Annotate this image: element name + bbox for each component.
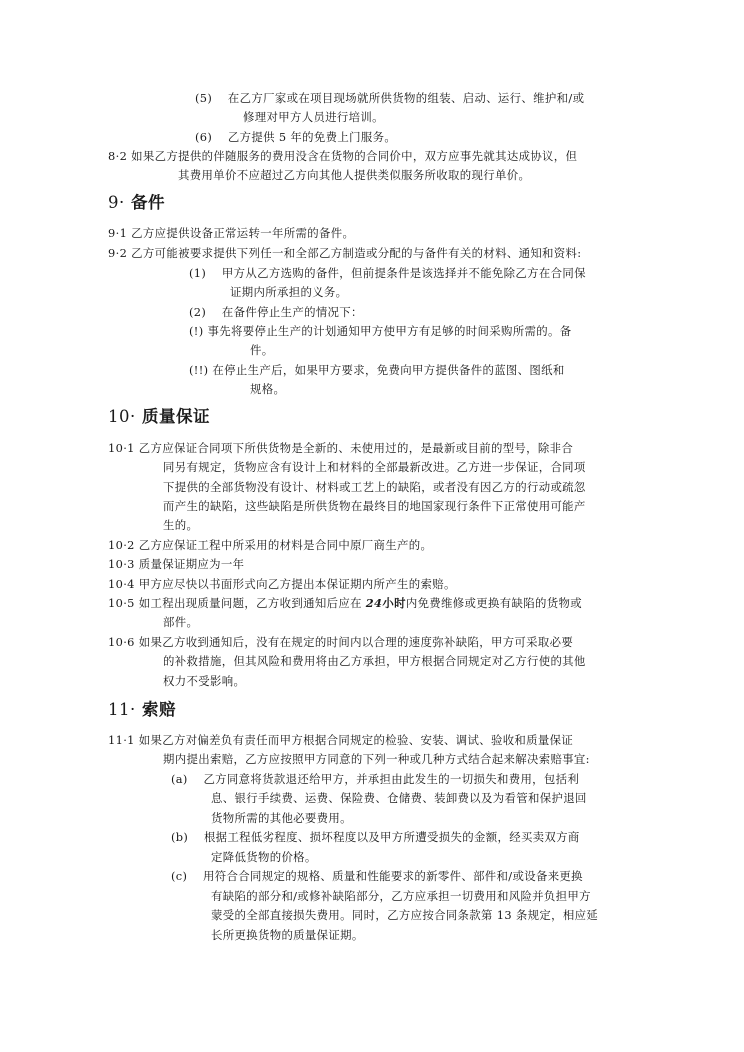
clause-10-5-hours-number: 24 (365, 596, 383, 610)
clause-9-2-item-1-line-2: 证期内所承担的义务。 (230, 285, 348, 299)
section-number: 9· (108, 193, 125, 212)
clause-10-4: 10·4 甲方应尽快以书面形式向乙方提出本保证期内所产生的索赔。 (108, 577, 456, 591)
clause-9-2-subitem-ii-line-1: (!!) 在停止生产后，如果甲方要求，免费向甲方提供备件的蓝图、图纸和 (189, 363, 565, 377)
item-5-line-2: 修理对甲方人员进行培训。 (243, 110, 384, 124)
clause-10-6-line-1: 10·6 如果乙方收到通知后，没有在规定的时间内以合理的速度弥补缺陷，甲方可采取必要 (108, 635, 574, 649)
section-heading-11 (108, 699, 176, 721)
clause-10-1-line-1: 10·1 乙方应保证合同项下所供货物是全新的、未使用过的，是最新或目前的型号，除非合 (108, 441, 574, 455)
clause-11-1-a-line-3: 货物所需的其他必要费用。 (211, 811, 352, 825)
section-heading-9 (108, 192, 165, 214)
clause-10-5-text-before: 10·5 如工程出现质量问题，乙方收到通知后应在 (108, 596, 366, 610)
clause-10-5-text-after: 内免费维修或更换有缺陷的货物或 (405, 596, 582, 610)
section-heading-10 (108, 406, 210, 428)
clause-9-2: 9·2 乙方可能被要求提供下列任一和全部乙方制造或分配的与备件有关的材料、通知和资料: (108, 246, 582, 260)
section-title: 质量保证 (142, 407, 210, 426)
clause-10-6-line-2: 的补救措施，但其风险和费用将由乙方承担，甲方根据合同规定对乙方行使的其他 (163, 654, 586, 668)
clause-11-1-line-1: 11·1 如果乙方对偏差负有责任而甲方根据合同规定的检验、安装、调试、验收和质量保证 (108, 733, 574, 747)
clause-9-2-subitem-ii-line-2: 规格。 (250, 382, 286, 396)
clause-10-1-line-4: 而产生的缺陷，这些缺陷是所供货物在最终目的地国家现行条件下正常使用可能产 (163, 499, 586, 513)
clause-9-2-item-2: (2) 在备件停止生产的情况下： (189, 305, 363, 319)
clause-11-1-c-line-4: 长所更换货物的质量保证期。 (211, 928, 364, 942)
clause-8-2-line-1: 8·2 如果乙方提供的伴随服务的费用没含在货物的合同价中，双方应事先就其达成协议，但 (108, 149, 578, 163)
clause-11-1-a-line-2: 息、银行手续费、运费、保险费、仓储费、装卸费以及为看管和保护退回 (211, 791, 587, 805)
clause-10-3: 10·3 质量保证期应为一年 (108, 557, 245, 571)
clause-11-1-c-line-3: 蒙受的全部直接损失费用。同时，乙方应按合同条款第 13 条规定，相应延 (211, 908, 599, 922)
clause-10-6-line-3: 权力不受影响。 (163, 674, 246, 688)
item-6: (6) 乙方提供 5 年的免费上门服务。 (195, 130, 397, 144)
section-title: 备件 (131, 193, 165, 212)
section-title: 索赔 (142, 700, 176, 719)
clause-10-1-line-5: 生的。 (163, 518, 199, 532)
clause-10-5-line-1 (108, 595, 582, 611)
clause-11-1-b-line-1: (b) 根据工程低劣程度、损坏程度以及甲方所遭受损失的金额，经买卖双方商 (171, 830, 580, 844)
clause-11-1-a-line-1: (a) 乙方同意将货款退还给甲方，并承担由此发生的一切损失和费用，包括利 (171, 772, 580, 786)
section-number: 10· (108, 407, 136, 426)
clause-9-2-subitem-i-line-2: 件。 (250, 343, 274, 357)
clause-9-2-subitem-i-line-1: (!) 事先将要停止生产的计划通知甲方使甲方有足够的时间采购所需的。备 (189, 324, 572, 338)
clause-11-1-line-2: 期内提出索赔，乙方应按照甲方同意的下列一种或几种方式结合起来解决索赔事宜: (163, 752, 590, 766)
item-5-line-1: (5) 在乙方厂家或在项目现场就所供货物的组装、启动、运行、维护和/或 (195, 91, 585, 105)
clause-10-5-line-2: 部件。 (163, 615, 199, 629)
clause-11-1-c-line-2: 有缺陷的部分和/或修补缺陷部分，乙方应承担一切费用和风险并负担甲方 (211, 889, 591, 903)
clause-11-1-b-line-2: 定降低货物的价格。 (211, 850, 317, 864)
clause-11-1-c-line-1: (c) 用符合合同规定的规格、质量和性能要求的新零件、部件和/或设备来更换 (171, 869, 583, 883)
section-number: 11· (108, 700, 136, 719)
clause-9-1: 9·1 乙方应提供设备正常运转一年所需的备件。 (108, 226, 355, 240)
clause-10-1-line-2: 同另有规定，货物应含有设计上和材料的全部最新改进。乙方进一步保证，合同项 (163, 460, 586, 474)
clause-9-2-item-1-line-1: (1) 甲方从乙方选购的备件，但前提条件是该选择并不能免除乙方在合同保 (189, 266, 586, 280)
clause-10-5-hours-unit: 小时 (382, 596, 406, 610)
clause-8-2-line-2: 其费用单价不应超过乙方向其他人提供类似服务所收取的现行单价。 (178, 168, 531, 182)
clause-10-2: 10·2 乙方应保证工程中所采用的材料是合同中原厂商生产的。 (108, 538, 433, 552)
clause-10-1-line-3: 下提供的全部货物没有设计、材料或工艺上的缺陷，或者没有因乙方的行动或疏忽 (163, 480, 586, 494)
